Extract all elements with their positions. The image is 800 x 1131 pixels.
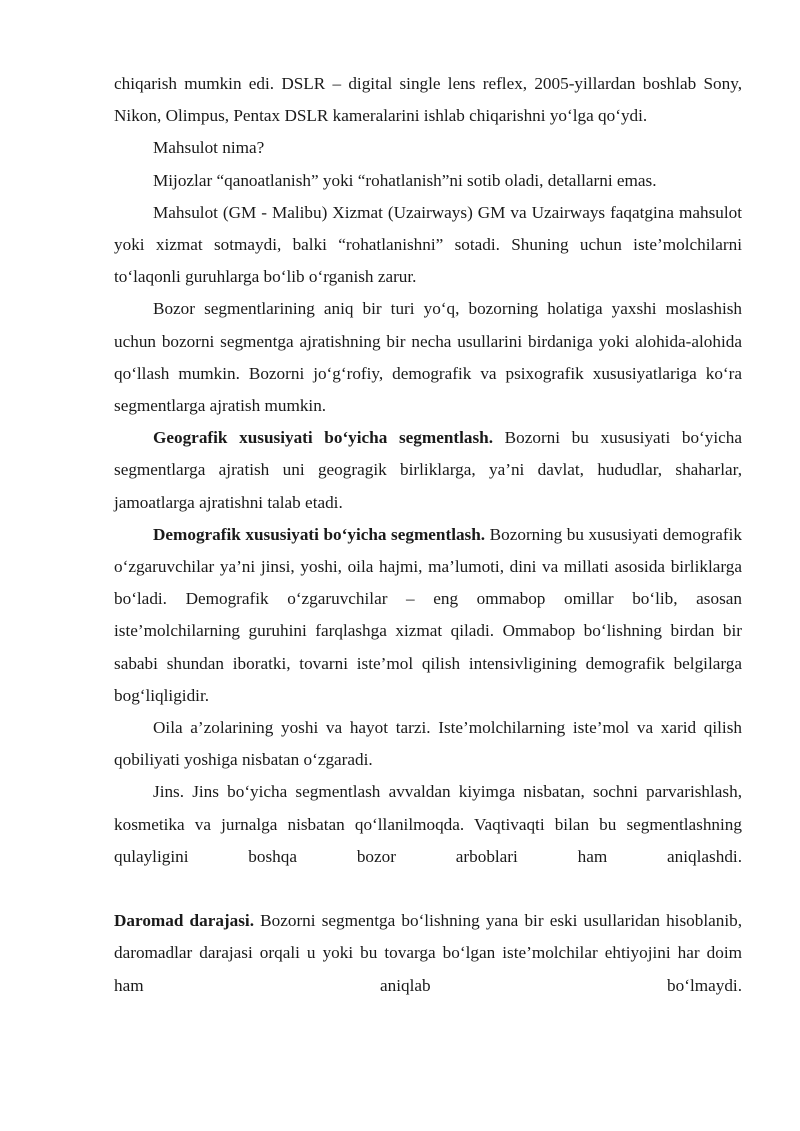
paragraph-text: Bozorni segmentga bo‘lishning yana bir eski usullaridan hisoblanib, daromadlar darajasi orqali u yoki bu tovarga bo‘lgan iste’molchilar ehtiyojini har doim ham aniqlab bo‘lmaydi. <box>114 911 742 995</box>
paragraph-jins <box>114 776 742 873</box>
paragraph-text: Bozorni bu xususiyati bo‘yicha segmentlarga ajratish uni geogragik birliklarga, ya’ni davlat, hududlar, shaharlar, jamoatlarga ajratishni talab etadi. <box>114 428 742 512</box>
document-page <box>114 68 742 1002</box>
paragraph-text: Bozorning bu xususiyati demografik o‘zgaruvchilar ya’ni jinsi, yoshi, oila hajmi, ma’lumoti, dini va millati asosida birliklarga bo‘ladi. Demografik o‘zgaruvchilar – eng ommabop omillar bo‘lib, asosan iste’molchilarning guruhini farqlashga xizmat qiladi. Ommabop bo‘lishning birdan bir sababi shundan iboratki, tovarni iste’mol qilish intensivligining demografik belgilarga bog‘liqligidir. <box>114 524 742 705</box>
paragraph-dslr <box>114 68 742 132</box>
paragraph-heading: Geografik xususiyati bo‘yicha segmentlash. <box>153 428 494 448</box>
blank-line <box>114 873 742 905</box>
paragraph-daromad <box>114 905 742 1002</box>
paragraph-mahsulot-question <box>114 132 742 164</box>
paragraph-bozor-segmentlari <box>114 293 742 422</box>
paragraph-mijozlar <box>114 165 742 197</box>
paragraph-heading: Daromad darajasi. <box>114 911 255 931</box>
paragraph-text: Bozor segmentlarining aniq bir turi yo‘q, bozorning holatiga yaxshi moslashish uchun bozorni segmentga ajratishning bir necha usullarini birdaniga yoki alohida-alohida qo‘llash mumkin. Bozorni jo‘g‘rofiy, demografik va psixografik xususiyatlariga ko‘ra segmentlarga ajratish mumkin. <box>114 299 742 416</box>
paragraph-oila <box>114 712 742 776</box>
paragraph-heading: Demografik xususiyati bo‘yicha segmentlash. <box>153 524 486 544</box>
paragraph-text: Oila a’zolarining yoshi va hayot tarzi. Iste’molchilarning iste’mol va xarid qilish qobiliyati yoshiga nisbatan o‘zgaradi. <box>114 718 742 770</box>
paragraph-text: Mijozlar “qanoatlanish” yoki “rohatlanish”ni sotib oladi, detallarni emas. <box>153 170 657 190</box>
paragraph-text: chiqarish mumkin edi. DSLR – digital single lens reflex, 2005-yillardan boshlab Sony, Nikon, Olimpus, Pentax DSLR kameralarini ishlab chiqarishni yo‘lga qo‘ydi. <box>114 74 742 126</box>
paragraph-geografik <box>114 422 742 519</box>
paragraph-mahsulot-xizmat <box>114 197 742 294</box>
paragraph-demografik <box>114 519 742 712</box>
paragraph-text: Jins. Jins bo‘yicha segmentlash avvaldan kiyimga nisbatan, sochni parvarishlash, kosmetika va jurnalga nisbatan qo‘llanilmoqda. Vaqtivaqti bilan bu segmentlashning qulayligini boshqa bozor arboblari ham aniqlashdi. <box>114 782 742 866</box>
paragraph-text: Mahsulot (GM - Malibu) Xizmat (Uzairways) GM va Uzairways faqatgina mahsulot yoki xizmat sotmaydi, balki “rohatlanishni” sotadi. Shuning uchun iste’molchilarni to‘laqonli guruhlarga bo‘lib o‘rganish zarur. <box>114 202 742 287</box>
paragraph-text: Mahsulot nima? <box>153 138 265 158</box>
